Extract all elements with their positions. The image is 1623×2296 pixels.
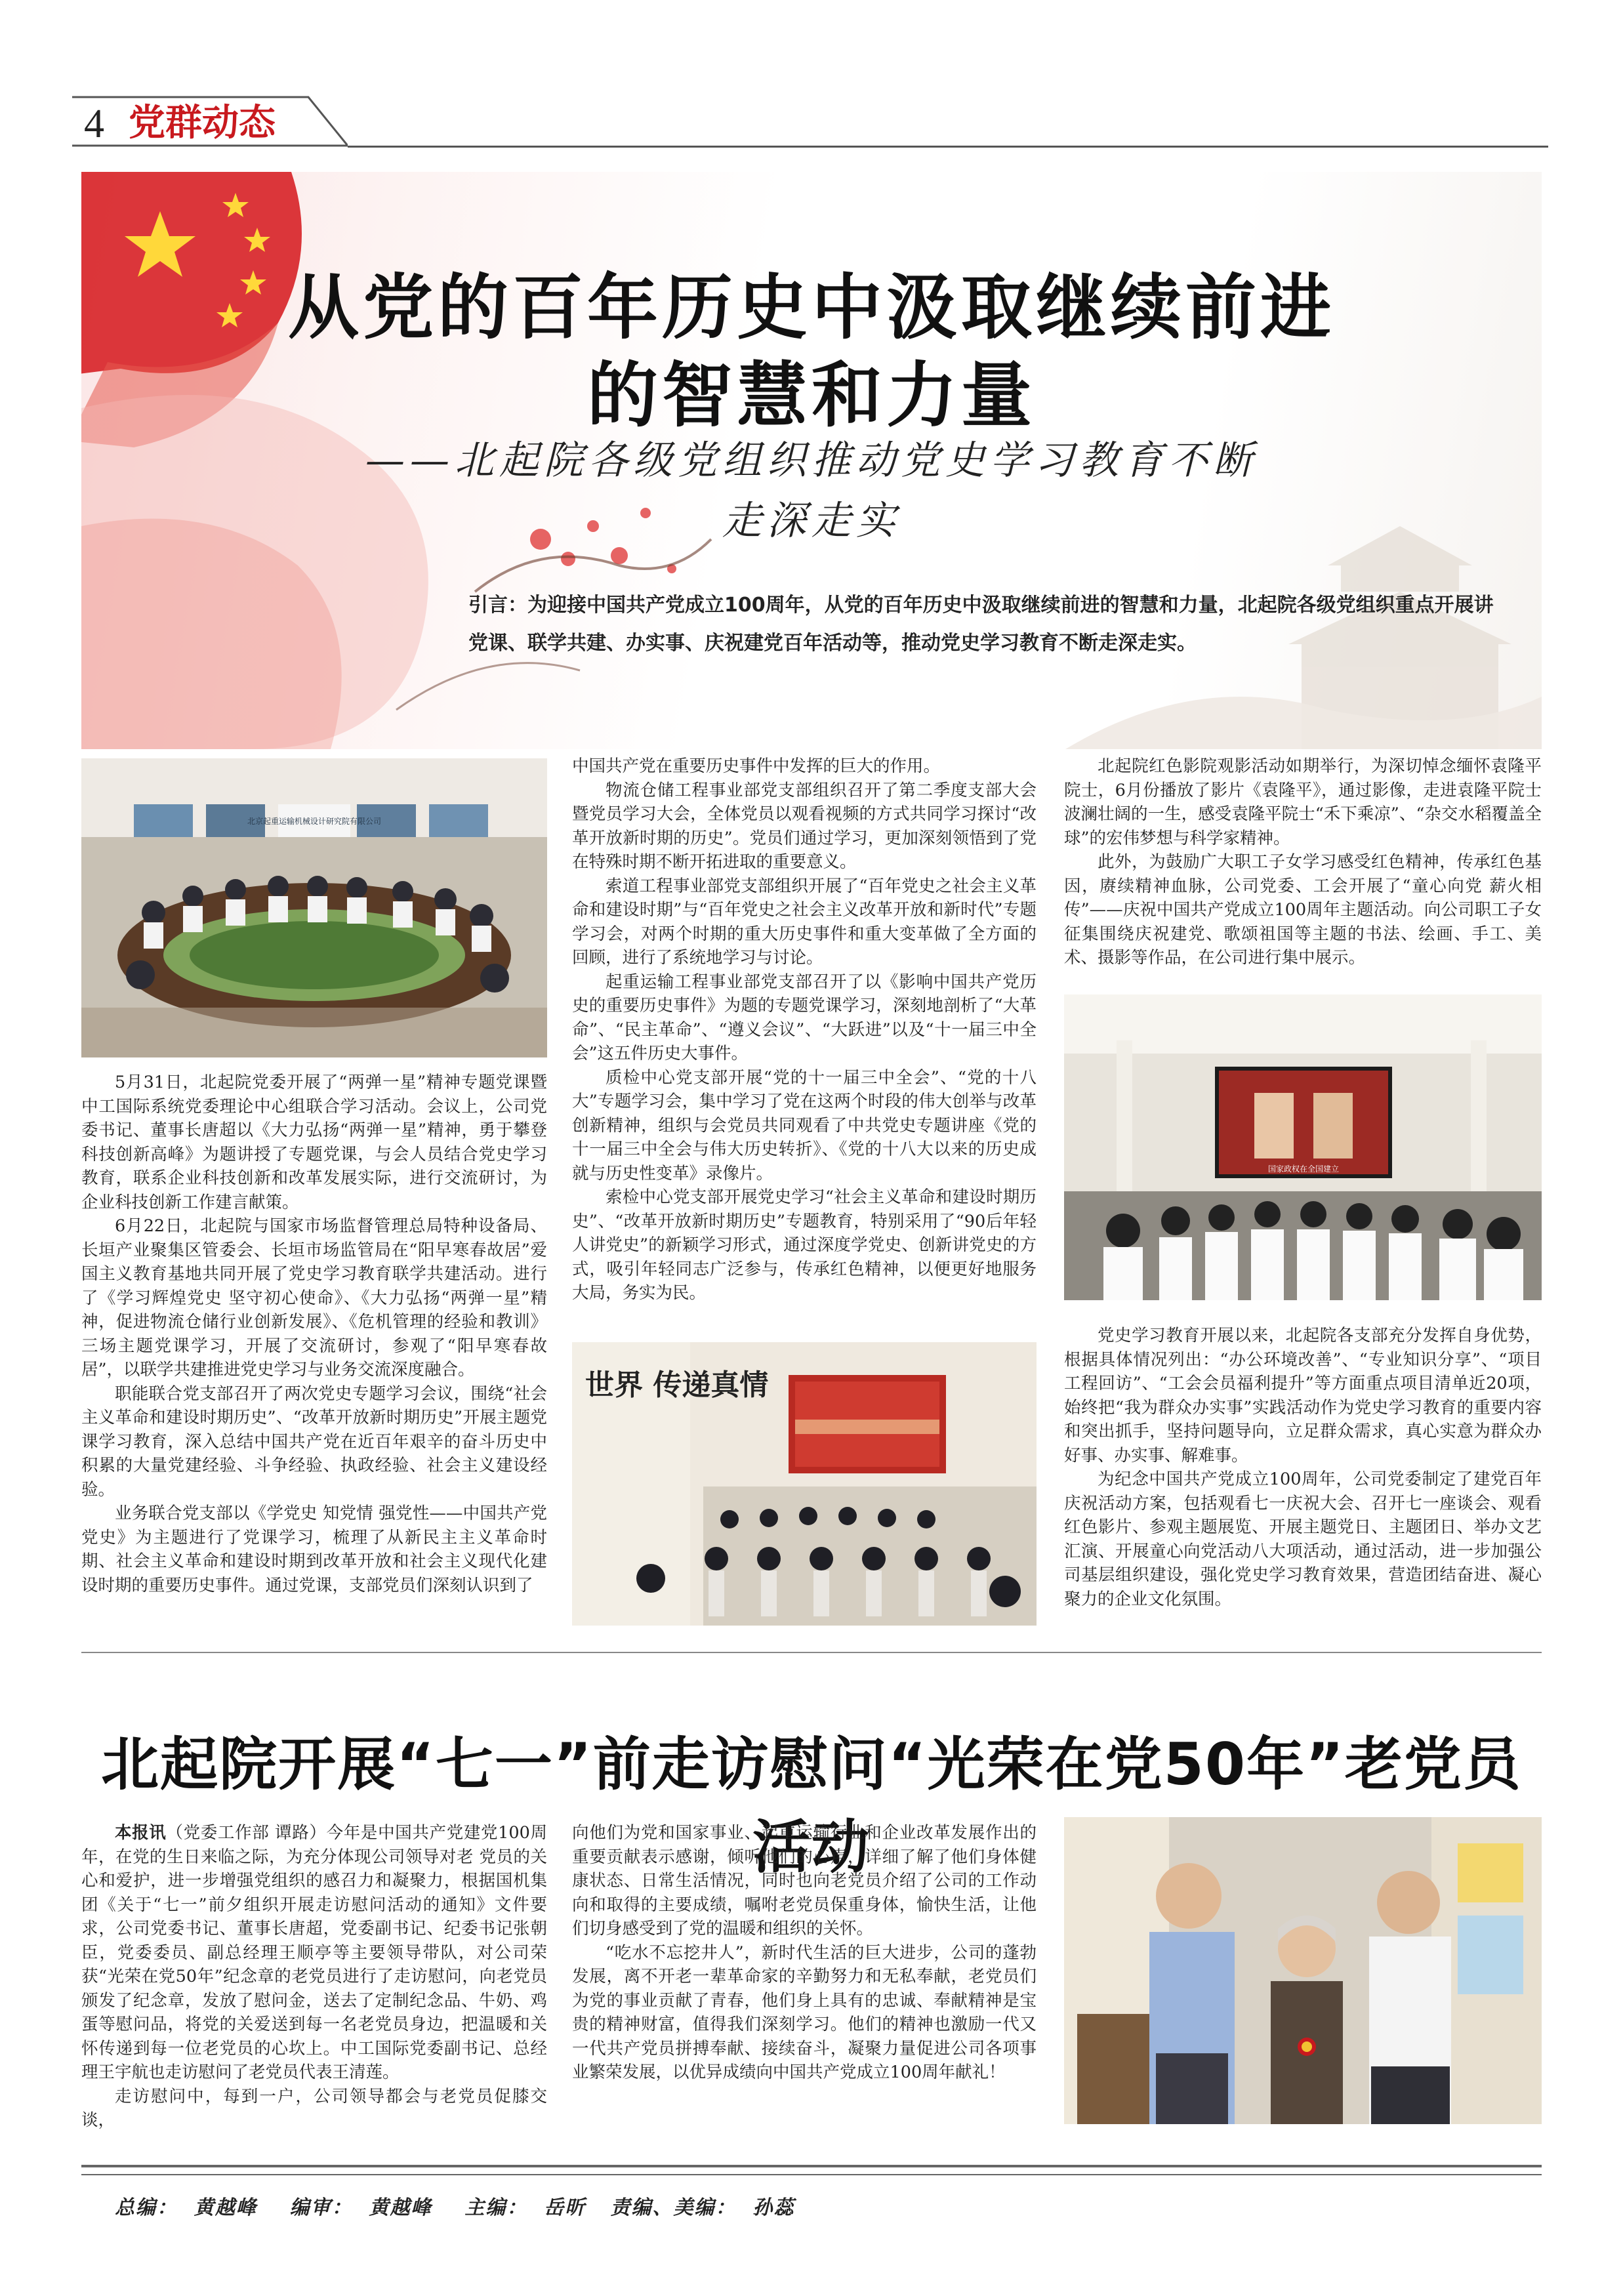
article1-col3-paragraph: 为纪念中国共产党成立100周年，公司党委制定了建党百年庆祝活动方案，包括观看七一庆祝大会、召开七一座谈会、观看红色影片、参观主题展览、开展主题党日、主题团日、举办文艺汇演、开展童心向党活动八大项活动，通过活动，进一步加强公司基层组织建设，强化党史学习教育效果，营造团结奋进、凝心聚力的企业文化氛围。 [1064, 1469, 1542, 1609]
section-title: 党群动态 [129, 102, 276, 144]
article1-col1-paragraph: 职能联合党支部召开了两次党史专题学习会议，围绕“社会主义革命和建设时期历史”、“改革开放新时期历史”开展主题党课学习教育，深入总结中国共产党在近百年艰辛的奋斗历史中积累的大量党建经验、斗争经验、执政经验、社会主义建设经验。 [81, 1384, 547, 1500]
wall-calligraphy-text: 世界 传递真情 [585, 1368, 769, 1402]
headline-line-1: 从党的百年历史中汲取继续前进 [287, 267, 1335, 349]
article1-column-2 [572, 754, 1037, 1305]
footer-rule-thin [81, 2174, 1542, 2175]
page-number: 4 [84, 102, 104, 146]
article2-col2-paragraph: “吃水不忘挖井人”，新时代生活的巨大进步，公司的蓬勃发展，离不开老一辈革命家的辛勤努力和无私奉献，老党员们为党的事业贡献了青春，他们身上具有的忠诚、奉献精神是宝贵的精神财富，值得我们深刻学习。他们的精神也激励一代又一代共产党员拼搏奉献、接续奋斗，凝聚力量促进公司各项事业繁荣发展，以优异成绩向中国共产党成立100周年献礼！ [572, 1942, 1037, 2082]
article1-column-3-bottom [1064, 1324, 1542, 1611]
article1-col2-paragraph: 索检中心党支部开展党史学习“社会主义革命和建设时期历史”、“改革开放新时期历史”专题教育，特别采用了“90后年轻人讲党史”的新颖学习形式，通过深度学党史、创新讲党史的方式，吸引年轻同志广泛参与，传承红色精神，以便更好地服务大局，务实为民。 [572, 1187, 1037, 1303]
subheadline-line-2: 走深走实 [722, 498, 901, 544]
headline-line-2: 的智慧和力量 [586, 355, 1036, 437]
wall-sign-text: 北京起重运输机械设计研究院有限公司 [247, 817, 382, 826]
screen-caption-text: 国家政权在全国建立 [1267, 1164, 1340, 1174]
article1-col3-paragraph: 此外，为鼓励广大职工子女学习感受红色精神，传承红色基因，赓续精神血脉，公司党委、工会开展了“童心向党 薪火相传”——庆祝中国共产党成立100周年主题活动。向公司职工子女征集围绕庆祝建党、歌颂祖国等主题的书法、绘画、手工、美术、摄影等作品，在公司进行集中展示。 [1064, 852, 1542, 968]
article2-headline: 北起院开展“七一”前走访慰问“光荣在党50年”老党员活动 [101, 1731, 1522, 1881]
article1-col1-paragraph: 5月31日，北起院党委开展了“两弹一星”精神专题党课暨中工国际系统党委理论中心组联合学习活动。会议上，公司党委书记、董事长唐超以《大力弘扬“两弹一星”精神，勇于攀登科技创新高峰》为题讲授了专题党课，与会人员结合党史学习教育，联系企业科技创新和改革发展实际，进行交流研讨，为企业科技创新工作建言献策。 [81, 1073, 547, 1212]
article1-col2-paragraph: 质检中心党支部开展“党的十一届三中全会”、“党的十八大”专题学习会，集中学习了党在这两个时段的伟大创举与改革创新精神，组织与会党员共同观看了中共党史专题讲座《党的十一届三中全会与伟大历史转折》、《党的十八大以来的历史成就与历史性变革》录像片。 [572, 1067, 1037, 1183]
subheadline-line-1: ——北起院各级党组织推动党史学习教育不断 [365, 438, 1258, 483]
article1-col2-paragraph: 索道工程事业部党支部组织开展了“百年党史之社会主义革命和建设时期”与“百年党史之社会主义改革开放和新时代”专题学习会，对两个时期的重大历史事件和重大变革做了全方面的回顾，进行了系统地学习与讨论。 [572, 876, 1037, 968]
article1-col2-paragraph: 中国共产党在重要历史事件中发挥的巨大的作用。 [572, 756, 941, 776]
article1-col2-paragraph: 起重运输工程事业部党支部召开了以《影响中国共产党历史的重要历史事件》为题的专题党课学习，深刻地剖析了“大革命”、“民主革命”、“遵义会议”、“大跃进”以及“十一届三中全会”这五件历史大事件。 [572, 972, 1037, 1063]
article1-col1-paragraph: 业务联合党支部以《学党史 知党情 强党性——中国共产党党史》为主题进行了党课学习，梳理了从新民主主义革命时期、社会主义革命和建设时期到改革开放和社会主义现代化建设时期的重要历史事件。通过党课，支部党员们深刻认识到了 [81, 1504, 547, 1595]
article2-column-1 [81, 1821, 547, 2133]
photo-study-session-classroom [572, 1342, 1037, 1626]
article1-col3-paragraph: 北起院红色影院观影活动如期举行，为深切悼念缅怀袁隆平院士，6月份播放了影片《袁隆平》，通过影像，走进袁隆平院士波澜壮阔的一生，感受袁隆平院士“禾下乘凉”、“杂交水稻覆盖全球”的宏伟梦想与科学家精神。 [1064, 756, 1542, 848]
header-rule [348, 146, 1548, 148]
article1-column-3-top [1064, 754, 1542, 970]
article2-column-2 [572, 1821, 1037, 2085]
photo-cinema-viewing [1064, 994, 1542, 1300]
article1-column-1 [81, 1071, 547, 1597]
article2-col1-paragraph: 走访慰问中，每到一户，公司领导都会与老党员促膝交谈， [81, 2086, 547, 2130]
hero-banner [81, 172, 1542, 749]
lead-paragraph: 引言：为迎接中国共产党成立100周年，从党的百年历史中汲取继续前进的智慧和力量，北起院各级党组织重点开展讲党课、联学共建、办实事、庆祝建党百年活动等，推动党史学习教育不断走深走实。 [468, 594, 1494, 655]
photo-meeting-round-table [81, 758, 547, 1057]
photo-veteran-member-visit [1064, 1817, 1542, 2124]
article1-col2-paragraph: 物流仓储工程事业部党支部组织召开了第二季度支部大会暨党员学习大会，全体党员以观看视频的方式共同学习探讨“改革开放新时期的历史”。党员们通过学习，更加深刻领悟到了党在特殊时期不断开拓进取的重要意义。 [572, 780, 1037, 872]
article-divider [81, 1652, 1542, 1653]
article1-col1-paragraph: 6月22日，北起院与国家市场监督管理总局特种设备局、长垣产业聚集区管委会、长垣市场监管局在“阳早寒春故居”爱国主义教育基地共同开展了党史学习教育联学共建活动。进行了《学习辉煌党史 坚守初心使命》、《大力弘扬“两弹一星”精神，促进物流仓储行业创新发展》、《危机管理的经验和教训》三场主题党课学习，开展了交流研讨，参观了“阳早寒春故居”，以联学共建推进党史学习与业务交流深度融合。 [81, 1216, 547, 1380]
editorial-credits: 总编： 黄越峰 编审： 黄越峰 主编： 岳昕 责编、美编： 孙蕊 [115, 2196, 795, 2219]
article2-col1-text: （党委工作部 谭路）今年是中国共产党建党100周年，在党的生日来临之际，为充分体现公司领导对老 党员的关心和爱护，进一步增强党组织的感召力和凝聚力，根据国机集团《关于“七一”前夕组织开展走访慰问活动的通知》文件要求，公司党委书记、董事长唐超，党委副书记、纪委书记张朝臣，党委委员、副总经理王顺亭等主要领导带队，对公司荣获“光荣在党50年”纪念章的老党员进行了走访慰问，向老党员颁发了纪念章，发放了慰问金，送去了定制纪念品、牛奶、鸡蛋等慰问品，将党的关爱送到每一名老党员身边，把温暖和关怀传递到每一位老党员的心坎上。中工国际党委副书记、总经理王宇航也走访慰问了老党员代表王清莲。 [81, 1823, 547, 2082]
byline-label: 本报讯 [115, 1823, 167, 1843]
article2-col2-paragraph: 向他们为党和国家事业、起重运输行业和企业改革发展作出的重要贡献表示感谢，倾听他们的心声，详细了解了他们身体健康状态、日常生活情况，同时也向老党员介绍了公司的工作动向和取得的主要成绩，嘱咐老党员保重身体，愉快生活，让他们切身感受到了党的温暖和组织的关怀。 [572, 1823, 1037, 1938]
article2-col1-paragraph-1 [81, 1821, 547, 2085]
footer-rule-thick [81, 2165, 1542, 2167]
article1-col3-paragraph: 党史学习教育开展以来，北起院各支部充分发挥自身优势，根据具体情况列出：“办公环境改善”、“专业知识分享”、“项目工程回访”、“工会会员福利提升”等方面重点项目清单近20项，始终把“我为群众办实事”实践活动作为党史学习教育的重要内容和突出抓手，坚持问题导向，立足群众需求，真心实意为群众办好事、办实事、解难事。 [1064, 1326, 1542, 1466]
